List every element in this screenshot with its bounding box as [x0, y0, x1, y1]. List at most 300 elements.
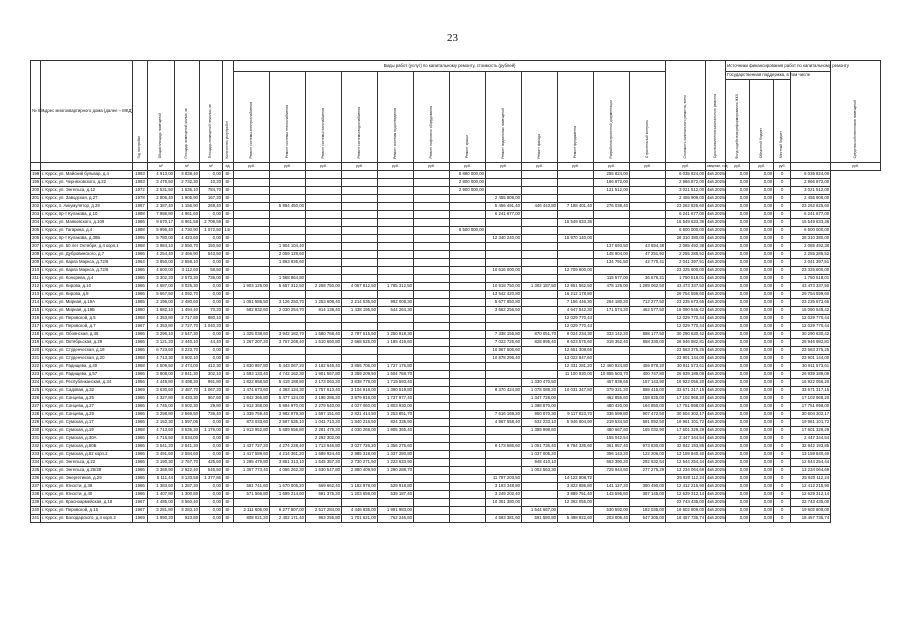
cell-work-cost [522, 243, 558, 251]
cell-total-area: 1 407,80 [148, 491, 175, 499]
cell-region-budget: 0,00 [750, 331, 774, 339]
cell-work-cost [414, 187, 450, 195]
cell-owners-funds: 26 939 189,08 [791, 371, 831, 379]
cell-year: 1966 [133, 459, 148, 467]
cell-total-area: 3 298,80 [148, 411, 175, 419]
cell-total-area: 2 196,00 [148, 299, 175, 307]
cell-local-budget: 0 [774, 491, 791, 499]
cell-work-cost [450, 491, 486, 499]
cell-work-cost [378, 179, 414, 187]
cell-work-cost [414, 507, 450, 515]
unit-rub: руб. [666, 163, 706, 171]
cell-owners-funds: 12 544 254,44 [791, 459, 831, 467]
cell-total-area: 3 491,60 [148, 451, 175, 459]
cell-owners-funds: 18 457 735,74 [791, 515, 831, 523]
cell-work-cost: 9 117 823,70 [558, 411, 594, 419]
cell-living-area: 1 287,20 [175, 483, 200, 491]
cell-work-cost [234, 275, 270, 283]
cell-local-budget: 0 [774, 323, 791, 331]
cell-region-budget: 0,00 [750, 443, 774, 451]
cell-work-cost [450, 427, 486, 435]
cell-row-number: 207 [31, 243, 41, 251]
cell-work-cost: 858 330,00 [630, 339, 666, 347]
cell-work-cost: 1 223 633,90 [378, 459, 414, 467]
cell-nonliving-area: 0,00 [200, 491, 223, 499]
cell-address: г. Курск, ул. Заводская, д.27 [41, 195, 133, 203]
cell-work-cost: 898 177,50 [630, 331, 666, 339]
cell-living-area: 3 534,00 [175, 435, 200, 443]
header-work-gas: Ремонт системы газоснабжения [306, 72, 342, 163]
cell-row-number: 236 [31, 475, 41, 483]
cell-work-cost [414, 347, 450, 355]
cell-address: г. Курск, ул. Сумская, д.30А [41, 435, 133, 443]
cell-work-cost: 1 203 659,00 [342, 491, 378, 499]
cell-work-cost [450, 443, 486, 451]
cell-works-count: 8/- [223, 443, 234, 451]
table-row [31, 403, 881, 411]
cell-nonliving-area: 736,40 [200, 411, 223, 419]
cell-address: г. Курск, ул. Садовая, д.32 [41, 387, 133, 395]
unit-rub: руб. [306, 163, 342, 171]
cell-deadline: 4кв.2025г. [706, 259, 726, 267]
cell-row-number: 204 [31, 219, 41, 227]
cell-work-cost [630, 267, 666, 275]
cell-work-cost [450, 451, 486, 459]
cell-total-area: 3 281,80 [148, 507, 175, 515]
cell-work-cost [558, 251, 594, 259]
cell-address: г. Курск, ул. Сумская, д.50Б [41, 443, 133, 451]
cell-fund: 0,00 [726, 243, 750, 251]
cell-address: г. Курск, ул. Энгельса, д.22 [41, 459, 133, 467]
cell-work-cost [558, 379, 594, 387]
cell-year: 1957 [133, 203, 148, 211]
cell-region-budget: 0,00 [750, 291, 774, 299]
cell-work-cost: 3 855 706,00 [342, 363, 378, 371]
cell-work-cost: 1 438 195,50 [342, 307, 378, 315]
cell-work-cost: 1 399 998,60 [522, 427, 558, 435]
cell-owners-funds: 6 500 000,00 [791, 227, 831, 235]
cell-work-cost [234, 267, 270, 275]
cell-work-cost: 5 689 556,80 [270, 427, 306, 435]
cell-address: г. Курск, ул. Радищева, д.40 [41, 363, 133, 371]
cell-work-cost [378, 187, 414, 195]
cell-work-cost [414, 435, 450, 443]
cell-total-area: 5 667,50 [148, 291, 175, 299]
cell-row-number: 201 [31, 195, 41, 203]
cell-work-cost [234, 243, 270, 251]
cell-row-number: 219 [31, 339, 41, 347]
cell-deadline: 4кв.2025г. [706, 315, 726, 323]
cell-year: 1967 [133, 507, 148, 515]
cell-year: 1967 [133, 499, 148, 507]
table-row [31, 251, 881, 259]
table-row [31, 235, 881, 243]
cell-work-cost: 5 894 450,00 [270, 203, 306, 211]
cell-work-cost: 1 337 280,80 [378, 451, 414, 459]
cell-work-cost: 47 251,92 [630, 251, 666, 259]
cell-fund: 0,00 [726, 419, 750, 427]
cell-total-cost: 1 750 518,01 [666, 275, 706, 283]
cell-work-cost: 1 250 918,30 [378, 331, 414, 339]
cell-total-area: 4 327,80 [148, 395, 175, 403]
cell-fund: 0,00 [726, 435, 750, 443]
cell-deadline: 4кв.2025г. [706, 427, 726, 435]
cell-row-number: 226 [31, 395, 41, 403]
cell-total-area: 3 190,30 [148, 459, 175, 467]
cell-work-cost: 356 143,20 [594, 451, 630, 459]
cell-work-cost [522, 363, 558, 371]
cell-local-budget: 0 [774, 307, 791, 315]
cell-deadline: 4кв.2025г. [706, 251, 726, 259]
cell-total-cost: 26 939 189,08 [666, 371, 706, 379]
cell-work-cost: 5 419 188,80 [270, 379, 306, 387]
cell-work-cost [414, 363, 450, 371]
cell-work-cost: 5 946 804,90 [558, 419, 594, 427]
cell-work-cost [342, 355, 378, 363]
cell-work-cost: 4 274 228,40 [270, 443, 306, 451]
cell-work-cost: 277 275,29 [630, 467, 666, 475]
cell-work-cost: 530 592,00 [594, 507, 630, 515]
cell-work-cost: 1 367 773,40 [234, 467, 270, 475]
cell-total-area: 4 600,00 [148, 267, 175, 275]
cell-work-cost: 2 402 171,40 [270, 515, 306, 523]
cell-deadline: 4кв.2025г. [706, 467, 726, 475]
cell-living-area: 3 133,58 [175, 475, 200, 483]
cell-row-number: 234 [31, 459, 41, 467]
cell-work-cost [414, 219, 450, 227]
cell-works-count: 8/- [223, 475, 234, 483]
cell-living-area: 1 156,90 [175, 203, 200, 211]
cell-region-budget: 0,00 [750, 459, 774, 467]
cell-work-cost [414, 243, 450, 251]
cell-owners-funds: 17 751 998,00 [791, 403, 831, 411]
cell-work-cost: 973 830,00 [630, 443, 666, 451]
cell-total-cost: 30 604 302,17 [666, 411, 706, 419]
cell-works-count: 8/- [223, 251, 234, 259]
cell-work-cost: 3 767 268,40 [270, 339, 306, 347]
cell-work-cost [378, 315, 414, 323]
cell-work-cost: 5 477 124,00 [270, 395, 306, 403]
cell-work-cost: 1 510 660,80 [306, 339, 342, 347]
cell-work-cost [306, 235, 342, 243]
cell-work-cost [270, 435, 306, 443]
cell-work-cost: 400 747,80 [630, 371, 666, 379]
cell-row-number: 237 [31, 483, 41, 491]
cell-work-cost [522, 275, 558, 283]
cell-total-cost: 22 743 435,00 [666, 499, 706, 507]
cell-work-cost [234, 347, 270, 355]
cell-work-cost [270, 323, 306, 331]
cell-address: г. Курск, ул. Сонцева, д.29 [41, 411, 133, 419]
cell-work-cost: 336 599,80 [594, 411, 630, 419]
cell-region-budget: 0,00 [750, 395, 774, 403]
cell-address: г. Курск, ул. Дубровинского, д.7 [41, 251, 133, 259]
cell-work-cost [342, 235, 378, 243]
cell-nonliving-area: 70,20 [200, 307, 223, 315]
cell-work-cost [306, 275, 342, 283]
cell-row-number: 217 [31, 323, 41, 331]
cell-work-cost [522, 235, 558, 243]
cell-work-cost [378, 291, 414, 299]
cell-works-count: 8/- [223, 211, 234, 219]
table-row [31, 331, 881, 339]
cell-fund: 0,00 [726, 451, 750, 459]
cell-total-area: 1 990,20 [148, 515, 175, 523]
cell-work-cost: 158 825,00 [630, 395, 666, 403]
cell-total-cost: 33 671 317,15 [666, 387, 706, 395]
cell-work-cost [594, 267, 630, 275]
cell-work-cost [522, 195, 558, 203]
cell-work-cost: 729 944,60 [594, 467, 630, 475]
cell-works-count: 8/- [223, 315, 234, 323]
cell-address: г. Курск, ул. Сумская, д.19 [41, 427, 133, 435]
cell-nonliving-area: 1 377,86 [200, 475, 223, 483]
cell-address: г. Курск, ул. Обоянская, д.46 [41, 331, 133, 339]
cell-work-cost: 873 033,60 [234, 419, 270, 427]
cell-work-cost [306, 187, 342, 195]
header-work-control: Строительный контроль [630, 72, 666, 163]
cell-work-cost: 122 206,00 [630, 451, 666, 459]
cell-region-budget: 0,00 [750, 171, 774, 179]
table-row [31, 275, 881, 283]
cell-living-area: 2 717,80 [175, 315, 200, 323]
cell-owners-funds: 2 455 909,00 [791, 195, 831, 203]
cell-total-area: 7 986,80 [148, 211, 175, 219]
cell-nonliving-area: 167,20 [200, 195, 223, 203]
cell-deadline: 4кв.2025г. [706, 195, 726, 203]
cell-work-cost [630, 315, 666, 323]
cell-work-cost [594, 475, 630, 483]
cell-total-area: 4 353,80 [148, 315, 175, 323]
cell-work-cost [450, 243, 486, 251]
cell-work-cost: 1 347 726,00 [522, 395, 558, 403]
cell-row-number: 212 [31, 283, 41, 291]
cell-total-area: 4 254,40 [148, 251, 175, 259]
cell-work-cost: 141 127,20 [594, 483, 630, 491]
cell-work-cost: 361 957,40 [594, 443, 630, 451]
cell-work-cost [270, 499, 306, 507]
cell-work-cost [414, 179, 450, 187]
cell-year: 1966 [133, 403, 148, 411]
cell-work-cost: 1 840 216,50 [342, 419, 378, 427]
cell-work-cost [414, 211, 450, 219]
cell-work-cost [306, 243, 342, 251]
cell-work-cost: 3 942 182,70 [270, 331, 306, 339]
cell-deadline: 4кв.2025г. [706, 275, 726, 283]
cell-living-area: 4 423,60 [175, 235, 200, 243]
cell-work-cost [414, 339, 450, 347]
cell-work-cost: 1 699 214,60 [270, 491, 306, 499]
cell-local-budget: 0 [774, 243, 791, 251]
cell-living-area: 3 502,30 [175, 403, 200, 411]
cell-row-number: 225 [31, 387, 41, 395]
cell-row-number: 232 [31, 443, 41, 451]
cell-total-area: 4 353,80 [148, 323, 175, 331]
cell-address: г. Курск, ул. Энгельса, д.26/28 [41, 467, 133, 475]
cell-work-cost [450, 195, 486, 203]
cell-living-area: 2 767,70 [175, 459, 200, 467]
cell-work-cost: 462 855,60 [594, 395, 630, 403]
cell-work-cost [414, 323, 450, 331]
cell-region-budget: 0,00 [750, 259, 774, 267]
cell-work-cost [522, 323, 558, 331]
cell-work-cost [306, 227, 342, 235]
cell-work-cost: 8 623 575,60 [558, 339, 594, 347]
cell-work-cost [558, 459, 594, 467]
cell-row-number: 215 [31, 307, 41, 315]
cell-work-cost [234, 259, 270, 267]
cell-nonliving-area: 736,00 [200, 275, 223, 283]
cell-work-cost: 571 566,80 [234, 491, 270, 499]
cell-deadline: 4кв.2025г. [706, 323, 726, 331]
cell-work-cost: 13 542 420,80 [486, 291, 522, 299]
cell-region-budget: 0,00 [750, 363, 774, 371]
cell-address: г. Курск, ул. Сумская, д.52 корп.2 [41, 451, 133, 459]
cell-work-cost: 4 647 542,30 [558, 307, 594, 315]
cell-work-cost [234, 251, 270, 259]
cell-work-cost [522, 171, 558, 179]
cell-local-budget: 0 [774, 419, 791, 427]
cell-works-count: 8/- [223, 499, 234, 507]
cell-address: г. Курск, ул. Перовской, д.15 [41, 507, 133, 515]
cell-deadline: 4кв.2025г. [706, 387, 726, 395]
cell-work-cost: 1 701 621,00 [342, 515, 378, 523]
cell-row-number: 228 [31, 411, 41, 419]
cell-work-cost: 15 970 140,00 [558, 235, 594, 243]
cell-row-number: 211 [31, 275, 41, 283]
cell-address: г. Курск, ул. Мирная, д.19А [41, 299, 133, 307]
cell-work-cost [414, 227, 450, 235]
cell-row-number: 227 [31, 403, 41, 411]
cell-works-count: 8/- [223, 411, 234, 419]
cell-work-cost [450, 307, 486, 315]
header-owners-funds: Средства собственников помещений [831, 61, 881, 163]
cell-work-cost [306, 499, 342, 507]
cell-local-budget: 0 [774, 403, 791, 411]
cell-work-cost: 1 182 978,00 [342, 483, 378, 491]
cell-nonliving-area: 543,50 [200, 251, 223, 259]
cell-total-area: 2 806,40 [148, 195, 175, 203]
cell-deadline: 4кв.2025г. [706, 347, 726, 355]
cell-row-number: 238 [31, 491, 41, 499]
cell-work-cost [558, 227, 594, 235]
cell-living-area: 1 905,90 [175, 195, 200, 203]
cell-owners-funds: 22 743 435,00 [791, 499, 831, 507]
cell-total-cost: 6 035 824,00 [666, 171, 706, 179]
cell-fund: 0,00 [726, 251, 750, 259]
table-row [31, 267, 881, 275]
cell-work-cost: 3 662 256,50 [486, 307, 522, 315]
cell-region-budget: 0,00 [750, 187, 774, 195]
cell-local-budget: 0 [774, 427, 791, 435]
cell-total-cost: 18 457 735,74 [666, 515, 706, 523]
cell-work-cost [414, 235, 450, 243]
cell-local-budget: 0 [774, 347, 791, 355]
cell-total-cost: 29 754 599,60 [666, 291, 706, 299]
cell-work-cost: 3 126 250,70 [270, 299, 306, 307]
cell-work-cost: 762 246,60 [378, 515, 414, 523]
cell-works-count: 8/- [223, 435, 234, 443]
cell-row-number: 198 [31, 171, 41, 179]
cell-work-cost [522, 227, 558, 235]
table-row [31, 427, 881, 435]
cell-work-cost: 43 694,48 [630, 243, 666, 251]
cell-year: 1956 [133, 379, 148, 387]
cell-address: г. Курск, п. Аккумулятор, д.29 [41, 203, 133, 211]
cell-work-cost [342, 219, 378, 227]
cell-work-cost [558, 275, 594, 283]
cell-work-cost: 1 713 946,80 [306, 443, 342, 451]
header-work-sewage: Ремонт системы водоотведения [378, 72, 414, 163]
cell-total-cost: 28 310 380,00 [666, 235, 706, 243]
cell-deadline: 4кв.2025г. [706, 363, 726, 371]
cell-work-cost: 1 390 519,80 [378, 387, 414, 395]
cell-year: 1968 [133, 355, 148, 363]
cell-total-area: 4 715,50 [148, 435, 175, 443]
cell-owners-funds: 17 102 968,20 [791, 395, 831, 403]
cell-work-cost [306, 195, 342, 203]
cell-living-area: 2 841,30 [175, 371, 200, 379]
cell-work-cost: 5 498 922,60 [558, 515, 594, 523]
cell-nonliving-area: 1 072,50 [200, 227, 223, 235]
header-fin-fund: Фонд содействия реформированию ЖКХ [726, 80, 750, 163]
cell-work-cost: 8 173 586,60 [486, 443, 522, 451]
cell-living-area: 2 732,30 [175, 179, 200, 187]
cell-total-cost: 13 234 064,69 [666, 467, 706, 475]
cell-address: г. Курск, ул. Студенческая, д.20 [41, 355, 133, 363]
cell-work-cost: 4 066 262,30 [270, 467, 306, 475]
cell-nonliving-area: 2 708,59 [200, 219, 223, 227]
cell-total-area: 4 713,30 [148, 355, 175, 363]
cell-nonliving-area: 150,50 [200, 243, 223, 251]
cell-work-cost [342, 323, 378, 331]
cell-work-cost [522, 491, 558, 499]
cell-works-count: 8/- [223, 379, 234, 387]
cell-living-area: 2 573,20 [175, 275, 200, 283]
table-row [31, 363, 881, 371]
cell-work-cost [342, 195, 378, 203]
cell-works-count: 8/- [223, 491, 234, 499]
cell-region-budget: 0,00 [750, 411, 774, 419]
cell-work-cost [450, 347, 486, 355]
cell-deadline: 4кв.2025г. [706, 203, 726, 211]
cell-fund: 0,00 [726, 227, 750, 235]
cell-work-cost [486, 451, 522, 459]
cell-work-cost: 1 903 125,00 [234, 283, 270, 291]
cell-work-cost: 2 730 271,50 [342, 459, 378, 467]
header-nonliving-area: Площадь помещений нежилых, м² [200, 61, 223, 163]
cell-fund: 0,00 [726, 459, 750, 467]
cell-total-cost: 12 412 215,90 [666, 483, 706, 491]
cell-fund: 0,00 [726, 491, 750, 499]
cell-total-area: 1 383,60 [148, 483, 175, 491]
table-row [31, 243, 881, 251]
cell-year: 1969 [133, 515, 148, 523]
cell-work-cost: 681 375,20 [306, 491, 342, 499]
cell-work-cost [594, 291, 630, 299]
cell-work-cost [450, 483, 486, 491]
cell-work-cost [342, 203, 378, 211]
cell-work-cost [270, 267, 306, 275]
cell-living-area: 2 440,10 [175, 339, 200, 347]
cell-work-cost: 1 597 151,60 [306, 411, 342, 419]
cell-work-cost [378, 275, 414, 283]
cell-address: г. Курск, ул. Юности, д.40 [41, 491, 133, 499]
cell-work-cost: 824 335,90 [378, 419, 414, 427]
cell-deadline: 4кв.2025г. [706, 355, 726, 363]
cell-region-budget: 0,00 [750, 323, 774, 331]
cell-nonliving-area: 10,20 [200, 179, 223, 187]
